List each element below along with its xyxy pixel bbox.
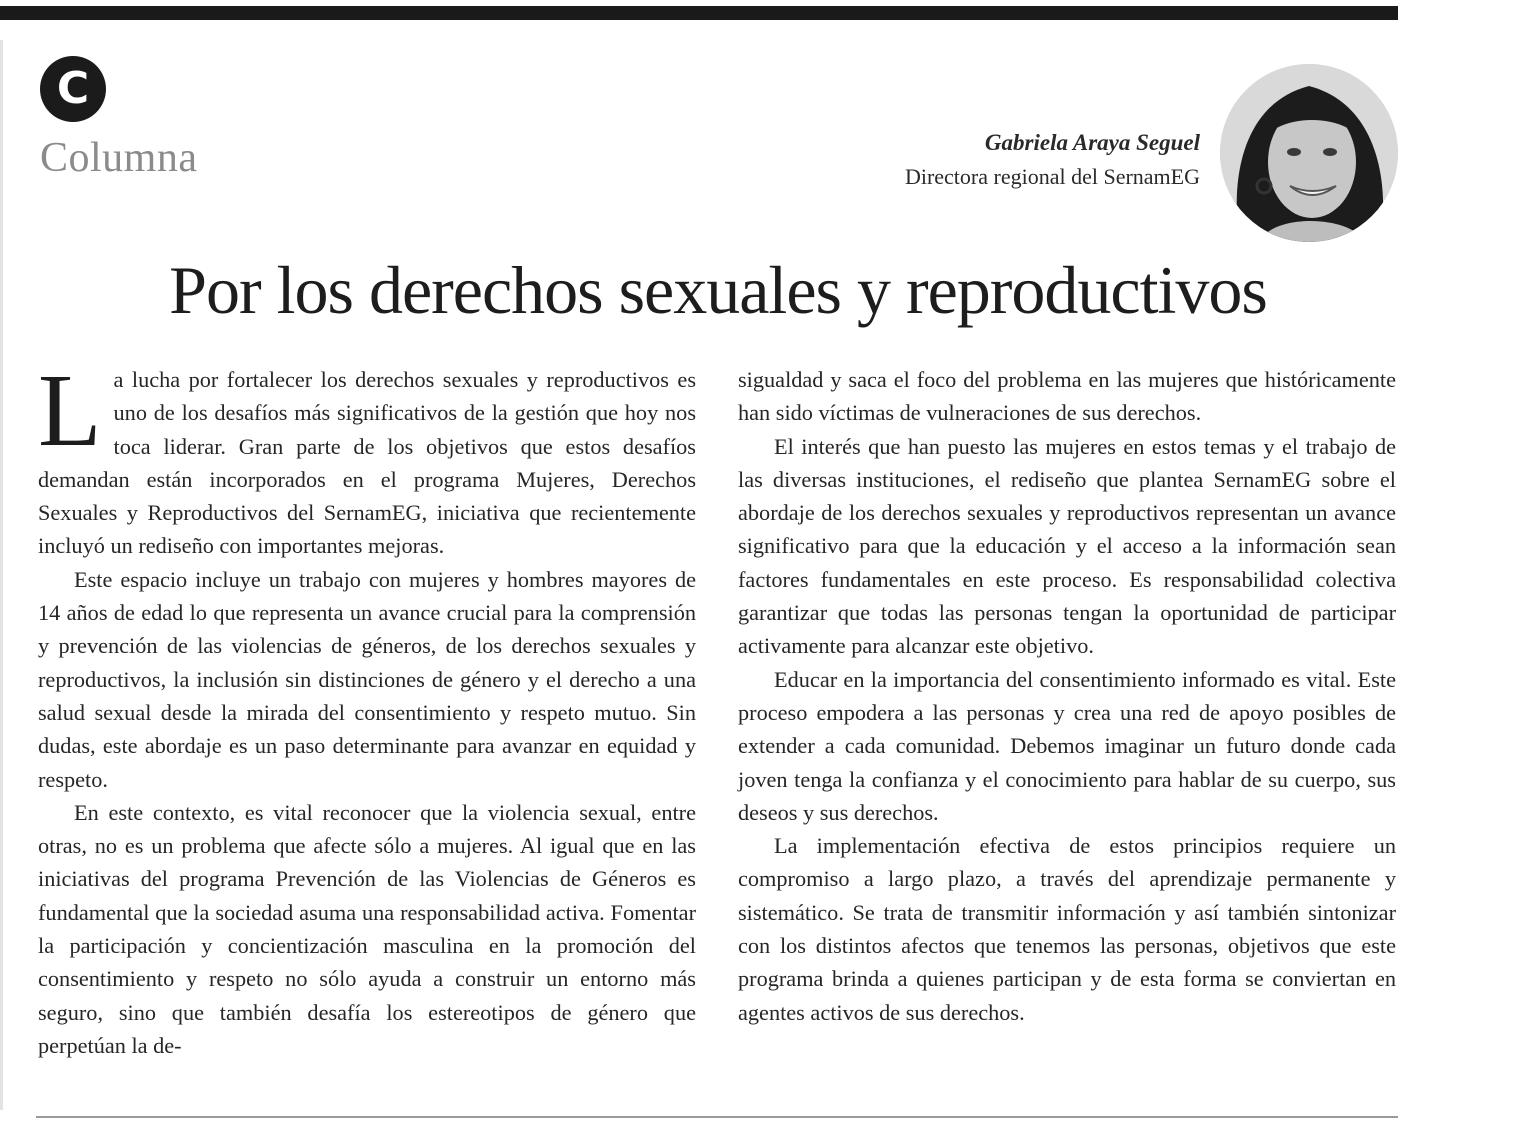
article-paragraph — [38, 353, 696, 563]
page-edge — [0, 40, 3, 1110]
bottom-rule — [36, 1116, 1398, 1118]
paragraph-text: a lucha por fortalecer los derechos sexuales y reproductivos es uno de los desafíos más significativos de la gestión que hoy nos toca liderar. Gran parte de los objetivos que estos desafíos demandan están incorporados en el programa Mujeres, Derechos Sexuales y Reproductivos del SernamEG, iniciativa que recientemente incluyó un rediseño con importantes mejoras. — [38, 367, 696, 559]
article-column-left — [38, 353, 696, 1062]
section-label: Columna — [40, 135, 198, 181]
article-paragraph: En este contexto, es vital reconocer que la violencia sexual, entre otras, no es un problema que afecte sólo a mujeres. Al igual que en las iniciativas del programa Prevención de las Violencias de Géneros es fundamental que la sociedad asuma una responsabilidad activa. Fomentar la participación y concientización masculina en la promoción del consentimiento y respeto no sólo ayuda a construir un entorno más seguro, sino que también desafía los estereotipos de género que perpetúan la de- — [38, 799, 696, 1058]
author-name: Gabriela Araya Seguel — [984, 130, 1200, 155]
article-column-right — [738, 363, 1396, 1029]
article-paragraph: sigualdad y saca el foco del problema en las mujeres que históricamente han sido víctimas de vulneraciones de sus derechos. — [738, 367, 1396, 426]
top-rule — [0, 6, 1398, 20]
byline — [905, 126, 1200, 194]
author-role: Directora regional del SernamEG — [904, 164, 1200, 189]
section-badge — [40, 56, 106, 122]
drop-cap: L — [38, 353, 102, 468]
author-portrait-image — [1220, 64, 1398, 242]
article-paragraph: Este espacio incluye un trabajo con mujeres y hombres mayores de 14 años de edad lo que representa un avance crucial para la comprensión y prevención de las violencias de géneros, de los derechos sexuales y reproductivos, la inclusión sin distinciones de género y el derecho a una salud sexual desde la mirada del consentimiento y respeto mutuo. Sin dudas, este abordaje es un paso determinante para avanzar en equidad y respeto. — [38, 566, 696, 792]
author-photo — [1220, 64, 1398, 242]
section-badge-letter: C — [56, 63, 90, 114]
article-paragraph: Educar en la importancia del consentimiento informado es vital. Este proceso empodera a las personas y crea una red de apoyo posibles de extender a cada comunidad. Debemos imaginar un futuro donde cada joven tenga la confianza y el conocimiento para hablar de su cuerpo, sus deseos y sus derechos. — [738, 666, 1396, 825]
article-headline: Por los derechos sexuales y reproductivos — [169, 252, 1267, 328]
article-paragraph: El interés que han puesto las mujeres en estos temas y el trabajo de las diversas instituciones, el rediseño que plantea SernamEG sobre el abordaje de los derechos sexuales y reproductivos representan un avance significativo para que la educación y el acceso a la información sean factores fundamentales en este proceso. Es responsabilidad colectiva garantizar que todas las personas tengan la oportunidad de participar activamente para alcanzar este objetivo. — [738, 433, 1396, 659]
article-paragraph: La implementación efectiva de estos principios requiere un compromiso a largo plazo, a través del aprendizaje permanente y sistemático. Se trata de transmitir información y así también sintonizar con los distintos afectos que tenemos las personas, objetivos que este programa brinda a quienes participan y de esta forma se conviertan en agentes activos de sus derechos. — [738, 833, 1396, 1025]
